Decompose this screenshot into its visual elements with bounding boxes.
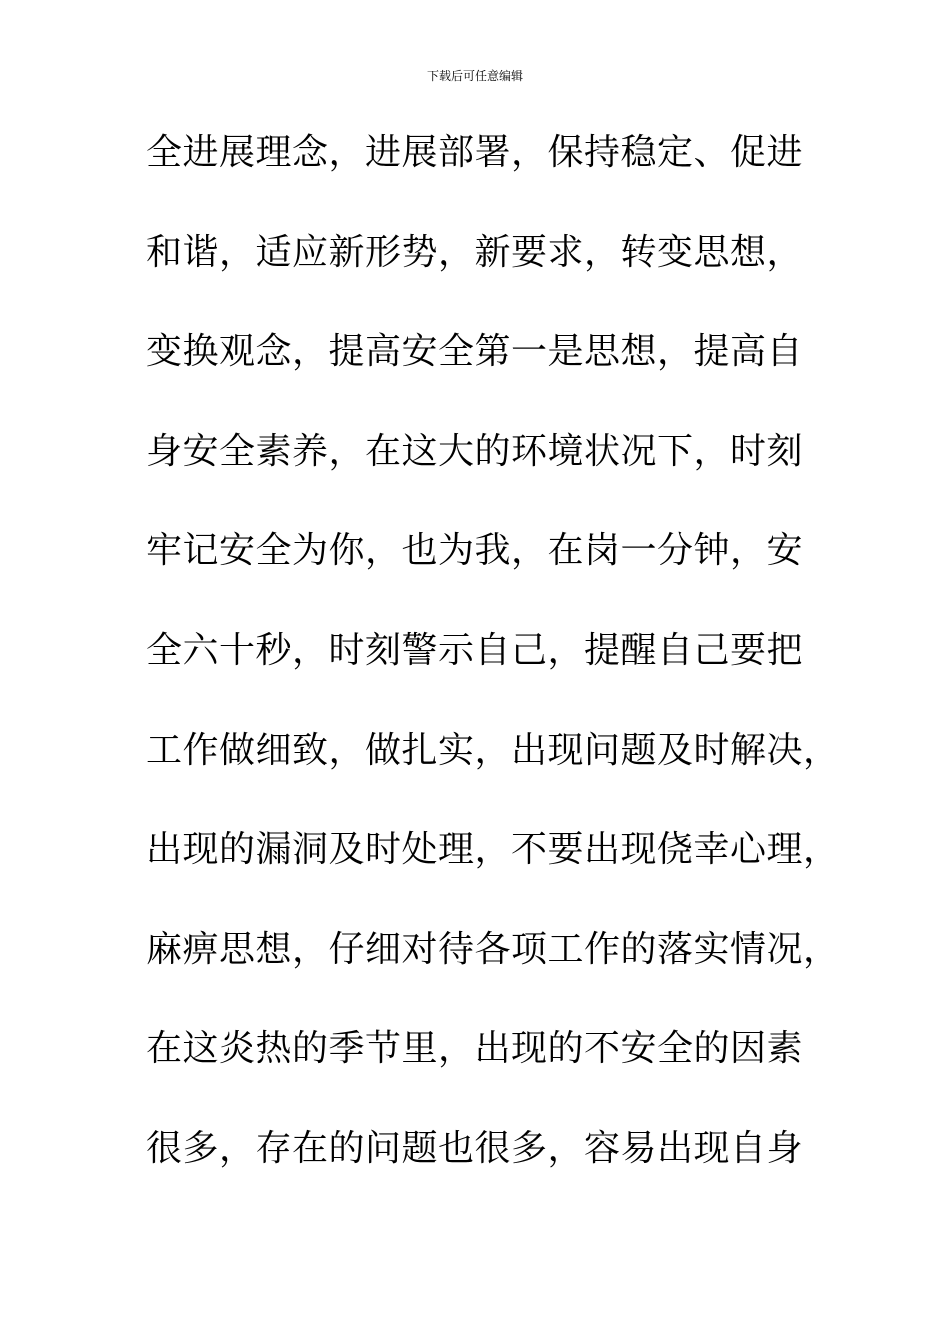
- text-line: 牢记安全为你，也为我，在岗一分钟，安: [146, 530, 804, 572]
- text-line: 出现的漏洞及时处理，不要出现侥幸心理，: [146, 829, 840, 871]
- text-line: 很多，存在的问题也很多，容易出现自身: [146, 1127, 804, 1169]
- text-line: 麻痹思想，仔细对待各项工作的落实情况，: [146, 928, 840, 970]
- text-line: 工作做细致，做扎实，出现问题及时解决，: [146, 729, 840, 771]
- page-header: 下载后可任意编辑: [426, 69, 523, 83]
- text-line: 在这炎热的季节里，出现的不安全的因素: [146, 1028, 804, 1070]
- text-line: 身安全素养，在这大的环境状况下，时刻: [146, 430, 804, 472]
- body-text: [146, 118, 840, 1214]
- text-line: 和谐，适应新形势，新要求，转变思想，: [146, 231, 804, 273]
- text-line: 变换观念，提高安全第一是思想，提高自: [146, 331, 804, 373]
- text-line: 全六十秒，时刻警示自己，提醒自己要把: [146, 629, 804, 671]
- text-line: 全进展理念，进展部署，保持稳定、促进: [146, 132, 804, 173]
